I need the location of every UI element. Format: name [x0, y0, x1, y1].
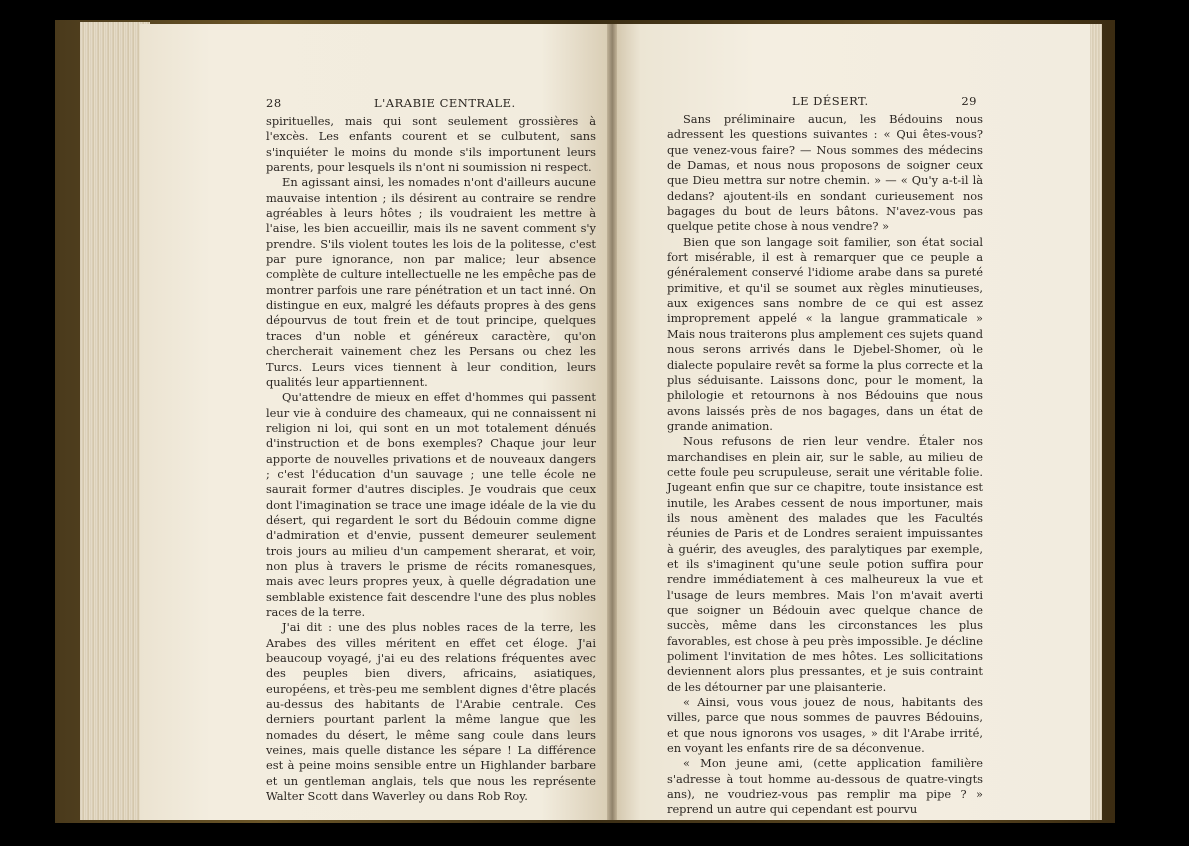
paragraph: En agissant ainsi, les nomades n'ont d'ailleurs aucune mauvaise intention ; ils désirent au contraire se rendre agréables à leurs hôtes ; ils voudraient les mettre à l'aise, les bien accueillir, mais ils ne savent comment s'y prendre. S'ils violent toutes les lois de la politesse, c'est par pure ignorance, non par malice; leur absence complète de culture intellectuelle ne les empêche pas de montrer parfois une rare pénétration et un tact inné. On distingue en eux, malgré les défauts propres à des gens dépourvus de tout frein et de tout principe, quelques traces d'un noble et généreux caractère, qu'on chercherait vainement chez les Persans ou chez les Turcs. Leurs vices tiennent à leur condition, leurs qualités leur appartiennent. — [266, 175, 596, 389]
book-spine-gutter — [607, 24, 617, 820]
right-body-text — [667, 112, 983, 818]
left-page — [140, 24, 612, 820]
right-page — [612, 24, 1090, 820]
left-page-number: 28 — [266, 96, 282, 110]
right-running-title: LE DÉSERT. — [792, 94, 869, 108]
paragraph: Sans préliminaire aucun, les Bédouins nous adressent les questions suivantes : « Qui êtes-vous? que venez-vous faire? — Nous sommes des médecins de Damas, et nous nous proposons de soigner ceux que Dieu mettra sur notre chemin. » — « Qu'y a-t-il là dedans? ajoutent-ils en sondant curieusement nos bagages du bout de leurs bâtons. N'avez-vous pas quelque petite chose à nous vendre? » — [667, 112, 983, 234]
paragraph: spirituelles, mais qui sont seulement grossières à l'excès. Les enfants courent et se culbutent, sans s'inquiéter le moins du monde s'ils importunent leurs parents, pour lesquels ils n'ont ni soumission ni respect. — [266, 114, 596, 175]
right-page-number: 29 — [961, 94, 977, 108]
paragraph: Nous refusons de rien leur vendre. Étaler nos marchandises en plein air, sur le sable, au milieu de cette foule peu scrupuleuse, serait une véritable folie. Jugeant enfin que sur ce chapitre, toute insistance est inutile, les Arabes cessent de nous importuner, mais ils nous amènent des malades que les Facultés réunies de Paris et de Londres seraient impuissantes à guérir, des aveugles, des paralytiques par exemple, et ils s'imaginent qu'une seule potion suffira pour rendre immédiatement à ces malheureux la vue et l'usage de leurs membres. Mais l'on m'avait averti que soigner un Bédouin avec quelque chance de succès, même dans les circonstances les plus favorables, est chose à peu près impossible. Je décline poliment l'invitation de mes hôtes. Les sollicitations deviennent alors plus pressantes, et je suis contraint de les détourner par une plaisanterie. — [667, 434, 983, 694]
left-body-text — [266, 114, 596, 804]
left-running-title: L'ARABIE CENTRALE. — [374, 96, 516, 110]
paragraph: « Ainsi, vous vous jouez de nous, habitants des villes, parce que nous sommes de pauvres Bédouins, et que nous ignorons vos usages, » dit l'Arabe irrité, en voyant les enfants rire de sa déconvenue. — [667, 695, 983, 756]
page-stack-right — [1090, 24, 1102, 820]
paragraph: « Mon jeune ami, (cette application familière s'adresse à tout homme au-dessous de quatre-vingts ans), ne voudriez-vous pas remplir ma pipe ? » reprend un autre qui cependant est pourvu — [667, 756, 983, 817]
paragraph: J'ai dit : une des plus nobles races de la terre, les Arabes des villes méritent en effet cet éloge. J'ai beaucoup voyagé, j'ai eu des relations fréquentes avec des peuples bien divers, africains, asiatiques, européens, et très-peu me semblent dignes d'être placés au-dessus des habitants de l'Arabie centrale. Ces derniers pourtant parlent la même langue que les nomades du désert, le même sang coule dans leurs veines, mais quelle distance les sépare ! La différence est à peine moins sensible entre un Highlander barbare et un gentleman anglais, tels que nous les représente Walter Scott dans Waverley ou dans Rob Roy. — [266, 620, 596, 804]
paragraph: Bien que son langage soit familier, son état social fort misérable, il est à remarquer que ce peuple a généralement conservé l'idiome arabe dans sa pureté primitive, et qu'il se soumet aux règles minutieuses, aux exigences sans nombre de ce qui est assez improprement appelé « la langue grammaticale » Mais nous traiterons plus amplement ces sujets quand nous serons arrivés dans le Djebel-Shomer, où le dialecte populaire revêt sa forme la plus correcte et la plus séduisante. Laissons donc, pour le moment, la philologie et retournons à nos Bédouins que nous avons laissés près de nos bagages, dans un état de grande animation. — [667, 234, 983, 433]
paragraph: Qu'attendre de mieux en effet d'hommes qui passent leur vie à conduire des chameaux, qui ne connaissent ni religion ni loi, qui sont en un mot totalement dénués d'instruction et de bons exemples? Chaque jour leur apporte de nouvelles privations et de nouveaux dangers ; c'est l'éducation d'un sauvage ; une telle école ne saurait former d'autres disciples. Je voudrais que ceux dont l'imagination se trace une image idéale de la vie du désert, qui regardent le sort du Bédouin comme digne d'admiration et d'envie, pussent demeurer seulement trois jours au milieu d'un campement sherarat, et voir, non plus à travers le prisme de récits romanesques, mais avec leurs propres yeux, à quelle dégradation une semblable existence fait descendre l'une des plus nobles races de la terre. — [266, 390, 596, 619]
